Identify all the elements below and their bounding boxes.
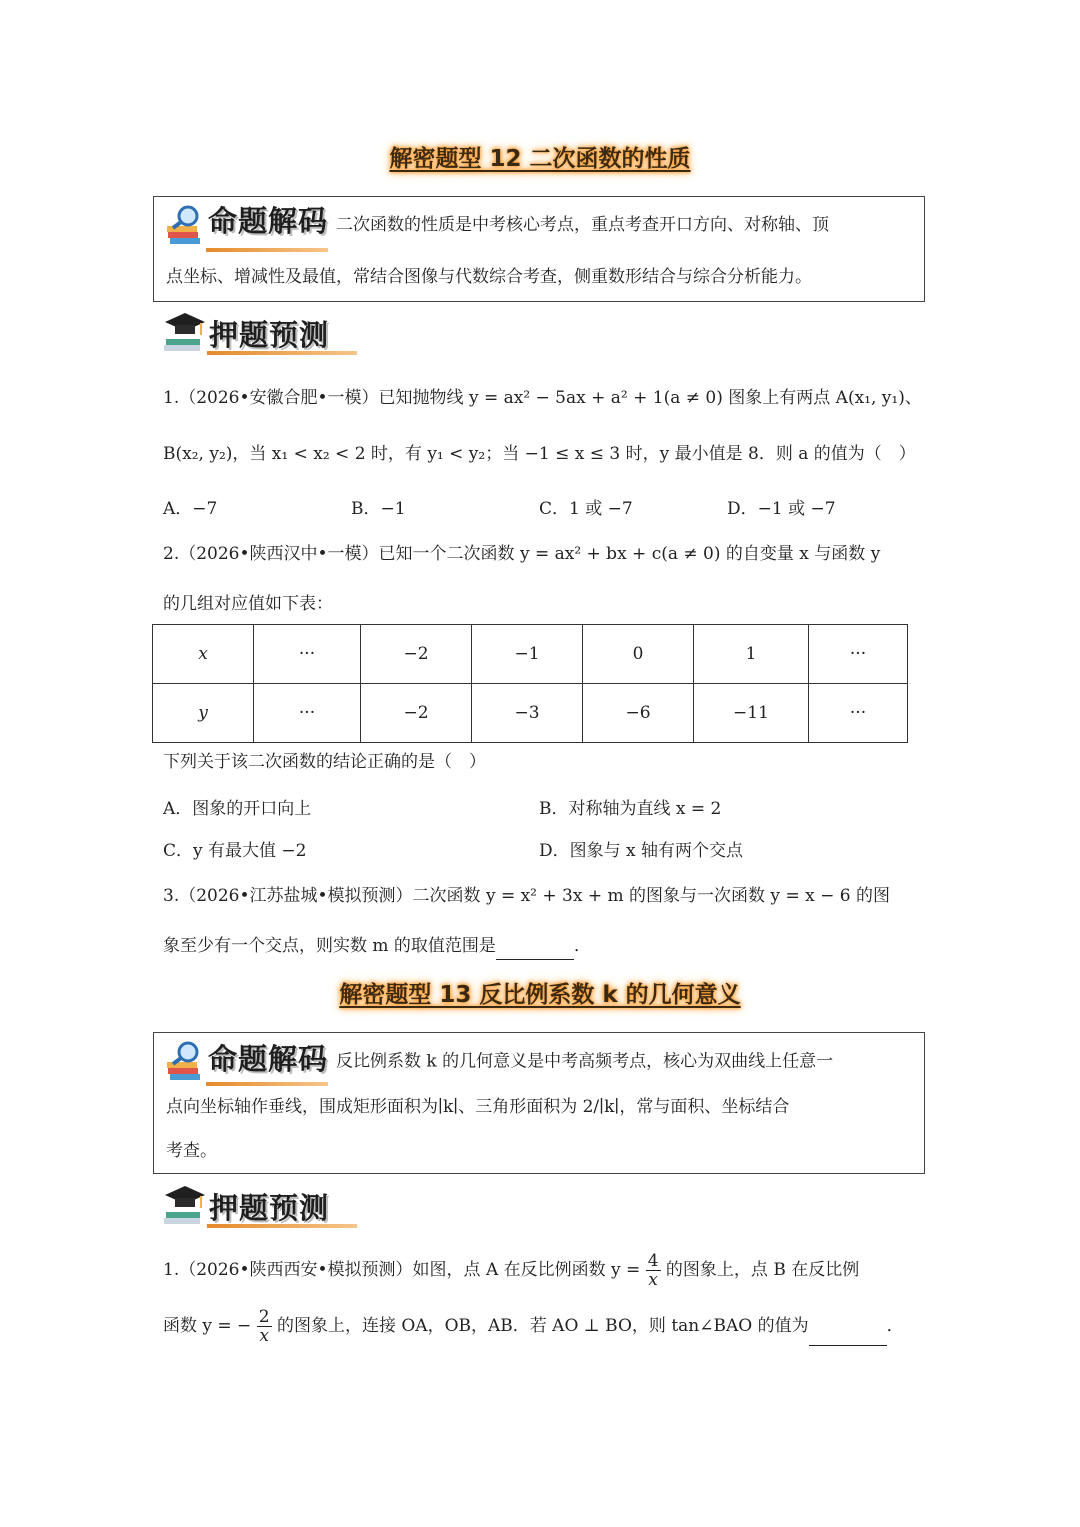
fraction-2-over-x: $\frac{2}{x}$ <box>258 1307 270 1346</box>
option-d[interactable]: D．图象与 x 轴有两个交点 <box>539 841 744 861</box>
option-d[interactable]: D．−1 或 −7 <box>727 499 836 519</box>
badge-yati: 押题预测 <box>163 305 357 355</box>
magnifier-books-icon <box>166 1040 206 1084</box>
option-b[interactable]: B．对称轴为直线 x = 2 <box>539 799 722 819</box>
intro-text-line1: 反比例系数 k 的几何意义是中考高频考点，核心为双曲线上任意一 <box>336 1051 834 1072</box>
question-2-prompt: 下列关于该二次函数的结论正确的是（ ） <box>163 752 486 772</box>
question-1-line2: B(x₂, y₂)，当 x₁ < x₂ < 2 时，有 y₁ < y₂；当 −1 ≤ x ≤ 3 时，y 最小值是 8．则 a 的值为（ ） <box>163 444 916 464</box>
option-a[interactable]: A．−7 <box>163 499 218 519</box>
option-c[interactable]: C．y 有最大值 −2 <box>163 841 307 861</box>
badge-mingti: 命题解码 <box>166 1039 328 1085</box>
question-2-line2: 的几组对应值如下表： <box>163 594 333 614</box>
question-4-line2: 函数 y = − $\frac{2}{x}$ 的图象上，连接 OA，OB，AB．若 AO ⊥ BO，则 tan∠BAO 的值为 ． <box>163 1307 904 1346</box>
question-4: 1.（2026•陕西西安•模拟预测）如图，点 A 在反比例函数 y = $\frac{4}{x}$ 的图象上，点 B 在反比例 <box>163 1251 860 1290</box>
section-title: 解密题型 12 二次函数的性质 <box>389 146 691 172</box>
intro-text-line3: 考查。 <box>166 1141 217 1161</box>
option-c[interactable]: C．1 或 −7 <box>539 499 633 519</box>
section-title: 解密题型 13 反比例系数 k 的几何意义 <box>339 982 741 1008</box>
graduation-cap-books-icon <box>163 309 207 355</box>
intro-text-line2: 点坐标、增减性及最值，常结合图像与代数综合考查，侧重数形结合与综合分析能力。 <box>166 267 812 287</box>
intro-box <box>153 196 925 302</box>
table-row: x ··· −2 −1 0 1 ··· <box>153 625 908 684</box>
intro-text-line2: 点向坐标轴作垂线，围成矩形面积为∣k∣、三角形面积为 2/∣k∣，常与面积、坐标结合 <box>166 1097 790 1117</box>
table-row: y ··· −2 −3 −6 −11 ··· <box>153 684 908 743</box>
value-table <box>152 624 908 743</box>
answer-blank[interactable] <box>496 941 574 960</box>
fraction-4-over-x: $\frac{4}{x}$ <box>647 1251 659 1290</box>
option-b[interactable]: B．−1 <box>351 499 406 519</box>
badge-mingti: 命题解码 <box>166 203 328 249</box>
answer-blank[interactable] <box>809 1327 887 1346</box>
badge-yati: 押题预测 <box>163 1178 357 1228</box>
graduation-cap-books-icon <box>163 1182 207 1228</box>
intro-box <box>153 1032 925 1174</box>
option-a[interactable]: A．图象的开口向上 <box>163 799 312 819</box>
intro-text-line1: 二次函数的性质是中考核心考点，重点考查开口方向、对称轴、顶 <box>336 215 830 235</box>
question-3-line2: 象至少有一个交点，则实数 m 的取值范围是 ． <box>163 932 923 960</box>
question-2: 2.（2026•陕西汉中•一模）已知一个二次函数 y = ax² + bx + c(a ≠ 0) 的自变量 x 与函数 y <box>163 544 881 564</box>
magnifier-books-icon <box>166 204 206 248</box>
question-1: 1.（2026•安徽合肥•一模）已知抛物线 y = ax² − 5ax + a² + 1(a ≠ 0) 图象上有两点 A(x₁, y₁)、 <box>163 388 922 408</box>
question-3: 3.（2026•江苏盐城•模拟预测）二次函数 y = x² + 3x + m 的图象与一次函数 y = x − 6 的图 <box>163 886 890 906</box>
